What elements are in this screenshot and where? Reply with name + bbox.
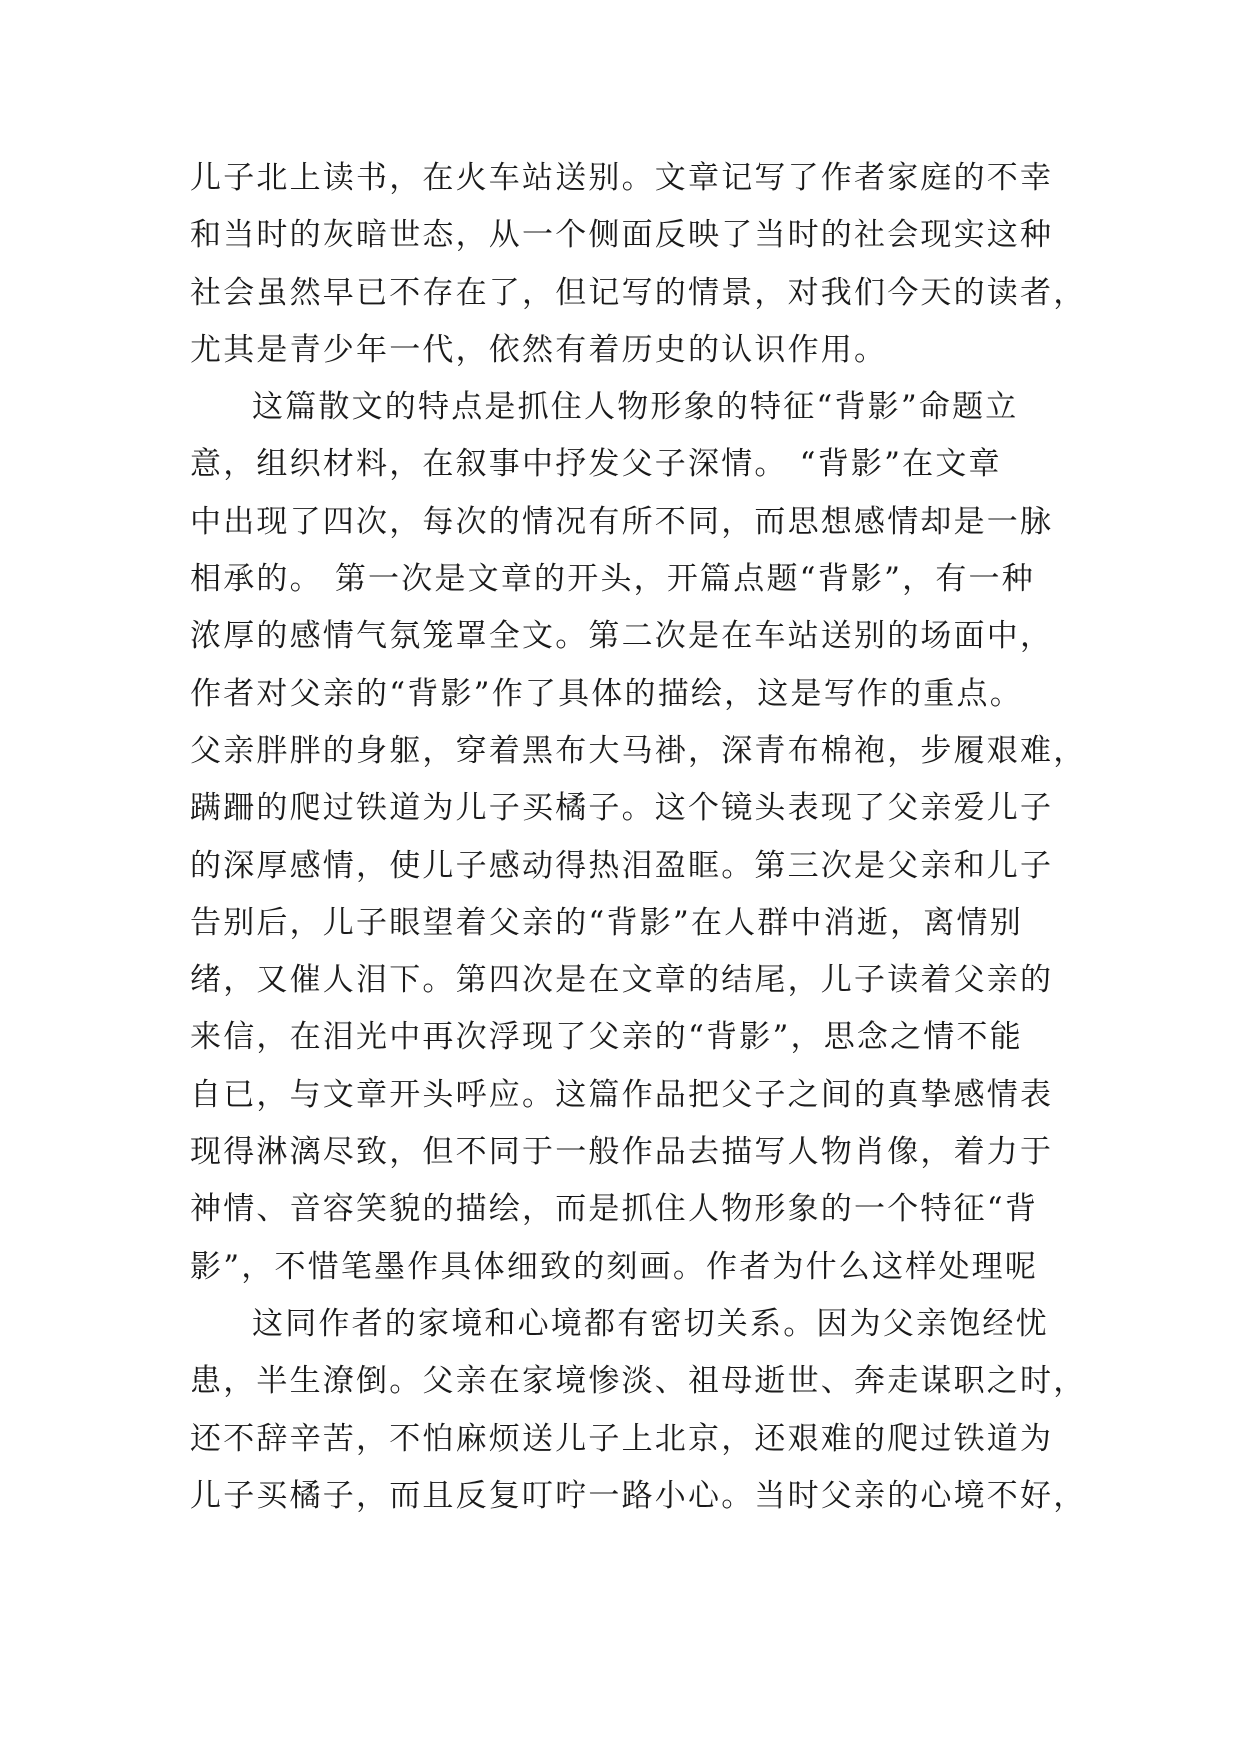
- text-line: 神情、音容笑貌的描绘，而是抓住人物形象的一个特征“背: [190, 1191, 1039, 1228]
- text-line: 和当时的灰暗世态，从一个侧面反映了当时的社会现实这种: [190, 217, 1054, 254]
- text-line: 的深厚感情，使儿子感动得热泪盈眶。第三次是父亲和儿子: [190, 847, 1054, 884]
- text-line: 尤其是青少年一代，依然有着历史的认识作用。: [190, 331, 888, 368]
- text-line: 儿子买橘子，而且反复叮咛一路小心。当时父亲的心境不好，: [190, 1477, 1087, 1514]
- text-line: 还不辞辛苦，不怕麻烦送儿子上北京，还艰难的爬过铁道为: [190, 1420, 1054, 1457]
- text-line: 作者对父亲的“背影”作了具体的描绘，这是写作的重点。: [190, 675, 1023, 712]
- text-line: 蹒跚的爬过铁道为儿子买橘子。这个镜头表现了父亲爱儿子: [190, 790, 1054, 827]
- text-line: 浓厚的感情气氛笼罩全文。第二次是在车站送别的场面中，: [190, 618, 1054, 655]
- text-line: 社会虽然早已不存在了，但记写的情景，对我们今天的读者，: [190, 274, 1087, 311]
- text-line: 影”，不惜笔墨作具体细致的刻画。作者为什么这样处理呢: [190, 1248, 1039, 1285]
- paragraph-first-line: 这篇散文的特点是抓住人物形象的特征“背影”命题立: [252, 389, 1019, 426]
- text-line: 自已，与文章开头呼应。这篇作品把父子之间的真挚感情表: [190, 1076, 1054, 1113]
- text-line: 告别后，儿子眼望着父亲的“背影”在人群中消逝，离情别: [190, 904, 1023, 941]
- text-line: 相承的。 第一次是文章的开头，开篇点题“背影”，有一种: [190, 561, 1035, 598]
- text-line: 父亲胖胖的身躯，穿着黑布大马褂，深青布棉袍，步履艰难，: [190, 732, 1087, 769]
- text-line: 意，组织材料，在叙事中抒发父子深情。 “背影”在文章: [190, 446, 1002, 483]
- paragraph-first-line: 这同作者的家境和心境都有密切关系。因为父亲饱经忧: [252, 1305, 1049, 1342]
- text-line: 绪，又催人泪下。第四次是在文章的结尾，儿子读着父亲的: [190, 962, 1054, 999]
- text-line: 中出现了四次，每次的情况有所不同，而思想感情却是一脉: [190, 503, 1054, 540]
- text-line: 现得淋漓尽致，但不同于一般作品去描写人物肖像，着力于: [190, 1134, 1054, 1171]
- document-body: [190, 150, 1087, 1525]
- text-line: 儿子北上读书，在火车站送别。文章记写了作者家庭的不幸: [190, 160, 1054, 196]
- text-line: 来信，在泪光中再次浮现了父亲的“背影”，思念之情不能: [190, 1019, 1023, 1056]
- text-line: 患，半生潦倒。父亲在家境惨淡、祖母逝世、奔走谋职之时，: [190, 1363, 1087, 1400]
